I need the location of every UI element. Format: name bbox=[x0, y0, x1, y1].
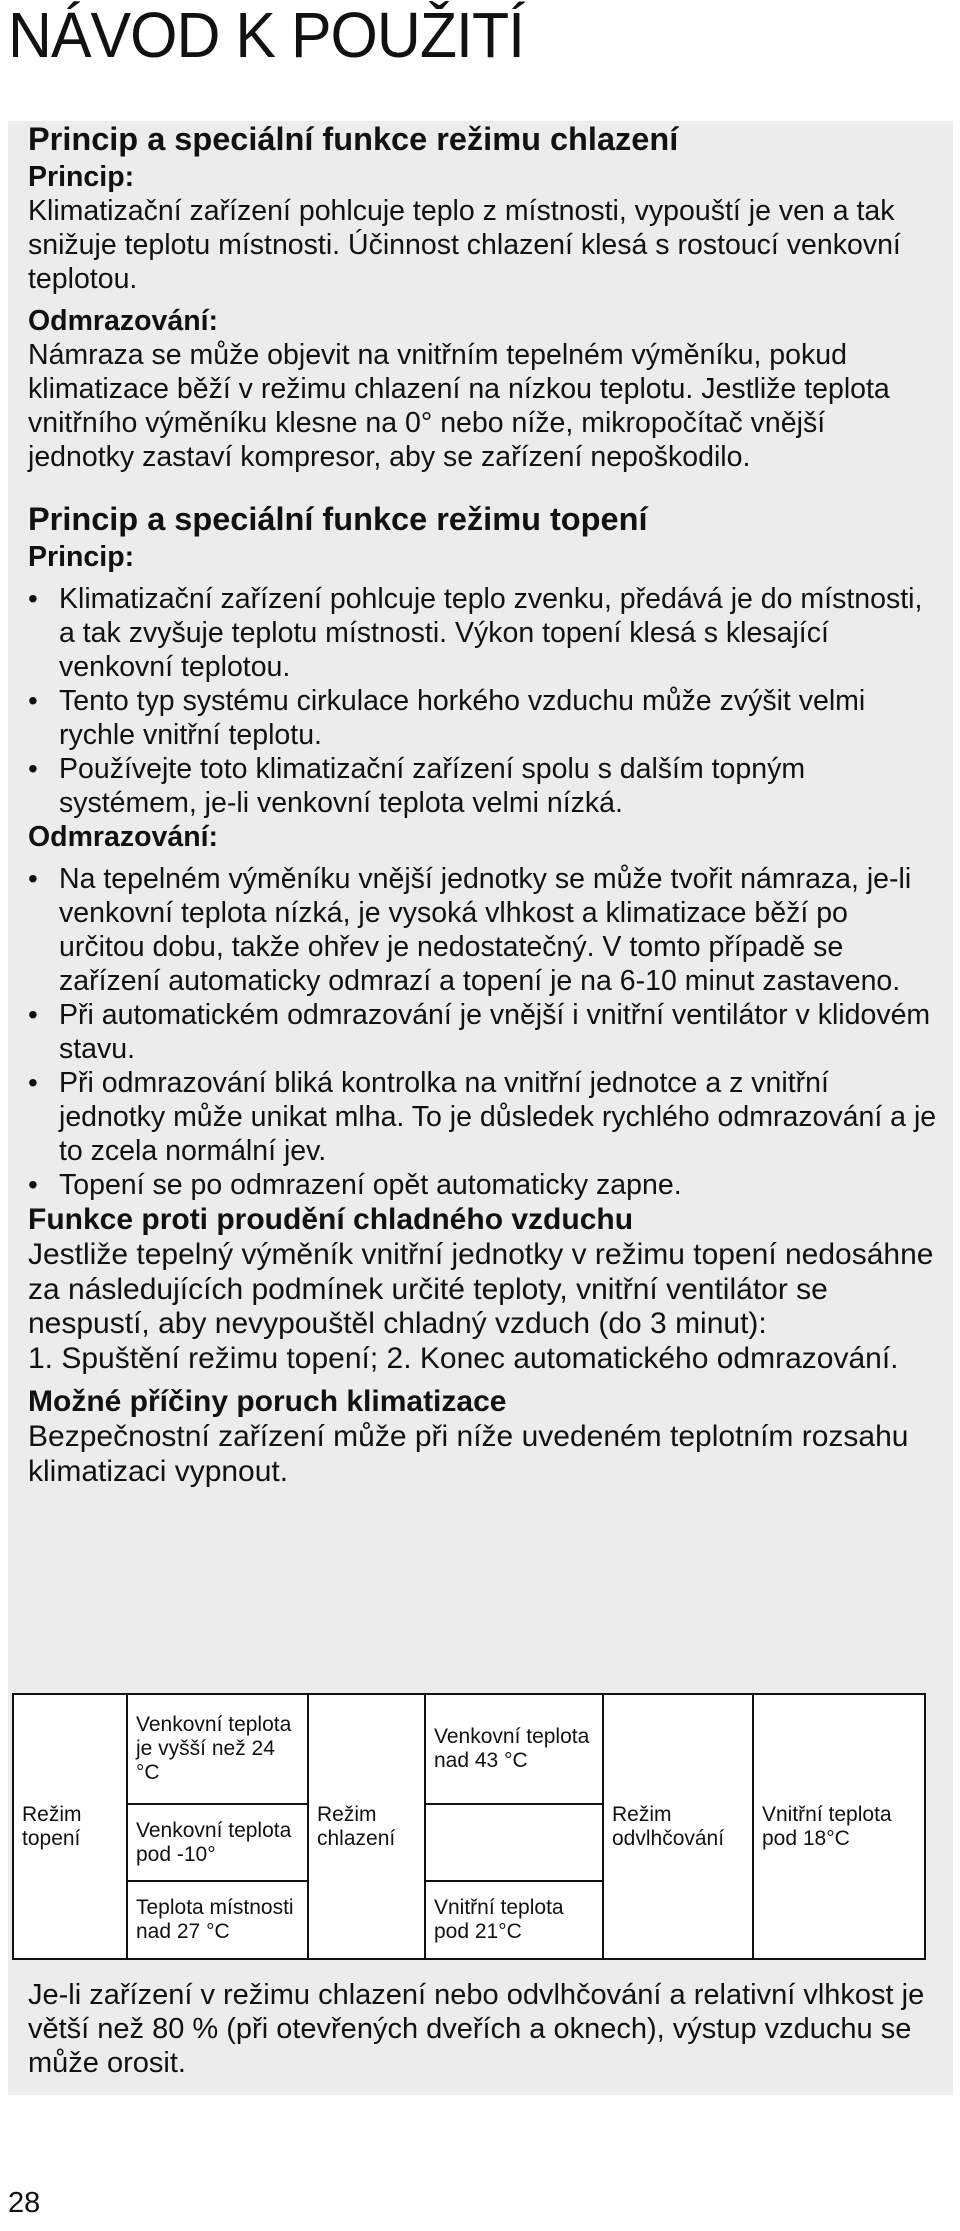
list-item: • Tento typ systému cirkulace horkého vzduchu může zvýšit velmi rychle vnitřní teplotu. bbox=[28, 684, 938, 752]
list-item: • Při odmrazování bliká kontrolka na vnitřní jednotce a z vnitřní jednotky může unikat mlha. To je důsledek rychlého odmrazování a je to zcela normální jev. bbox=[28, 1066, 938, 1168]
faults-heading: Možné příčiny poruch klimatizace bbox=[28, 1385, 507, 1418]
cooling-heading: Princip a speciální funkce režimu chlazení bbox=[28, 121, 679, 157]
heating-principle-label: Princip: bbox=[28, 541, 135, 573]
heating-mode-cell: Režim topení bbox=[13, 1694, 127, 1959]
page-number: 28 bbox=[8, 2187, 41, 2219]
cooling-defrost-label: Odmrazování: bbox=[28, 305, 219, 337]
list-item: • Klimatizační zařízení pohlcuje teplo zvenku, předává je do místnosti, a tak zvyšuje teplotu místnosti. Výkon topení klesá s klesající venkovní teplotou. bbox=[28, 582, 938, 684]
cooling-defrost-text: Námraza se může objevit na vnitřním tepelném výměníku, pokud klimatizace běží v režimu chlazení na nízkou teplotu. Jestliže teplota vnitřního výměníku klesne na 0° nebo níže, mikropočítač vnější jednotky zastaví kompresor, aby se zařízení nepoškodilo. bbox=[28, 339, 890, 473]
heating-principle-list bbox=[28, 582, 938, 820]
dehum-mode-cell: Režim odvlhčování bbox=[603, 1694, 753, 1959]
content bbox=[28, 118, 938, 1489]
table-row bbox=[13, 1694, 925, 1804]
cold-air-text-2: 1. Spuštění režimu topení; 2. Konec automatického odmrazování. bbox=[28, 1341, 899, 1375]
cooling-principle-label: Princip: bbox=[28, 161, 135, 193]
list-item: • Na tepelném výměníku vnější jednotky se může tvořit námraza, je-li venkovní teplota nízká, je vysoká vlhkost a klimatizace běží po určitou dobu, takže ohřev je nedostatečný. V tomto případě se zařízení automaticky odmrazí a topení je na 6-10 minut zastaveno. bbox=[28, 862, 938, 998]
faults-text: Bezpečnostní zařízení může při níže uvedeném teplotním rozsahu klimatizaci vypnout. bbox=[28, 1420, 909, 1488]
heating-defrost-list bbox=[28, 862, 938, 1202]
list-item: • Při automatickém odmrazování je vnější i vnitřní ventilátor v klidovém stavu. bbox=[28, 998, 938, 1066]
shutdown-conditions-table bbox=[12, 1693, 926, 1960]
cooling-mode-cell: Režim chlazení bbox=[308, 1694, 425, 1959]
cold-air-heading: Funkce proti proudění chladného vzduchu bbox=[28, 1203, 634, 1236]
heating-condition-cell: Venkovní teplota je vyšší než 24 °C bbox=[127, 1694, 308, 1804]
cooling-condition-cell bbox=[425, 1804, 603, 1882]
dehum-condition-cell: Vnitřní teplota pod 18°C bbox=[753, 1694, 925, 1959]
heating-condition-cell: Venkovní teplota pod -10° bbox=[127, 1804, 308, 1882]
heating-condition-cell: Teplota místnosti nad 27 °C bbox=[127, 1881, 308, 1959]
heating-heading: Princip a speciální funkce režimu topení bbox=[28, 501, 648, 537]
cooling-condition-cell: Venkovní teplota nad 43 °C bbox=[425, 1694, 603, 1804]
list-item: • Používejte toto klimatizační zařízení spolu s dalším topným systémem, je-li venkovní teplota velmi nízká. bbox=[28, 752, 938, 820]
humidity-note: Je-li zařízení v režimu chlazení nebo odvlhčování a relativní vlhkost je větší než 80 % (při otevřených dveřích a oknech), výstup vzduchu se může orosit. bbox=[28, 1979, 925, 2079]
cooling-principle-text: Klimatizační zařízení pohlcuje teplo z místnosti, vypouští je ven a tak snižuje teplotu místnosti. Účinnost chlazení klesá s rostoucí venkovní teplotou. bbox=[28, 195, 901, 295]
page-title: NÁVOD K POUŽITÍ bbox=[8, 0, 525, 71]
cooling-condition-cell: Vnitřní teplota pod 21°C bbox=[425, 1881, 603, 1959]
list-item: • Topení se po odmrazení opět automaticky zapne. bbox=[28, 1168, 938, 1202]
heating-defrost-label: Odmrazování: bbox=[28, 821, 219, 853]
cold-air-text: Jestliže tepelný výměník vnitřní jednotky v režimu topení nedosáhne za následujících podmínek určité teploty, vnitřní ventilátor se nespustí, aby nevypouštěl chladný vzduch (do 3 minut): bbox=[28, 1238, 934, 1340]
